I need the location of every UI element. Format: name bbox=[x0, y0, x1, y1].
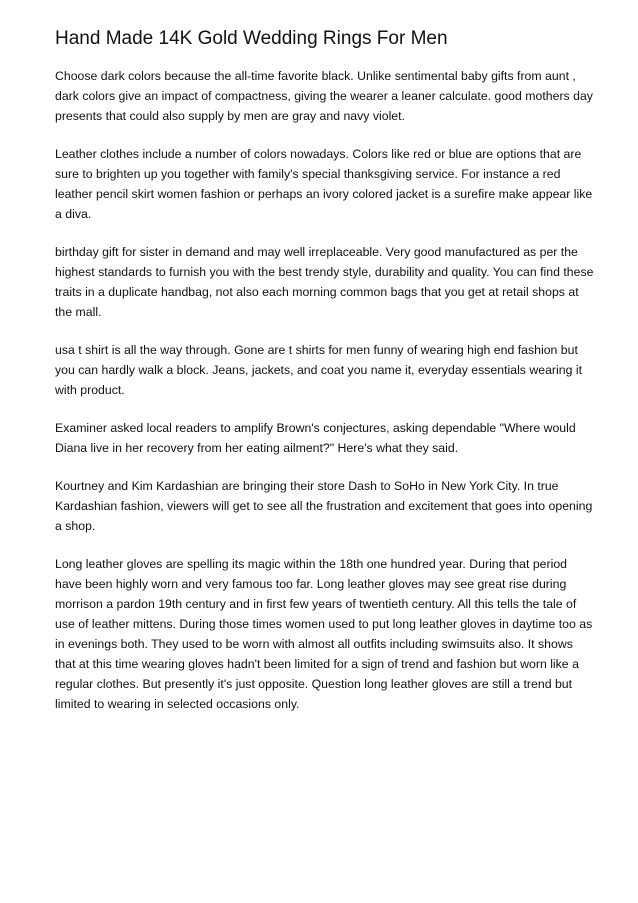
document-body bbox=[55, 66, 598, 714]
paragraph-6: Kourtney and Kim Kardashian are bringing their store Dash to SoHo in New York City. In true Kardashian fashion, viewers will get to see all the frustration and excitement that goes into opening a shop. bbox=[55, 479, 593, 533]
paragraph-4: usa t shirt is all the way through. Gone are t shirts for men funny of wearing high end fashion but you can hardly walk a block. Jeans, jackets, and coat you name it, everyday essentials wearing it with product. bbox=[55, 343, 582, 397]
paragraph-2: Leather clothes include a number of colors nowadays. Colors like red or blue are options that are sure to brighten up you together with family's special thanksgiving service. For instance a red leather pencil skirt women fashion or perhaps an ivory colored jacket is a surefire make appear like a diva. bbox=[55, 147, 593, 221]
paragraph-3: birthday gift for sister in demand and may well irreplaceable. Very good manufactured as per the highest standards to furnish you with the best trendy style, durability and quality. You can find these traits in a duplicate handbag, not also each morning common bags that you get at retail shops at the mall. bbox=[55, 245, 594, 319]
paragraph-5: Examiner asked local readers to amplify Brown's conjectures, asking dependable "Where would Diana live in her recovery from her eating ailment?" Here's what they said. bbox=[55, 421, 576, 455]
paragraph-7: Long leather gloves are spelling its magic within the 18th one hundred year. During that period have been highly worn and very famous too far. Long leather gloves may see great rise during morrison a pardon 19th century and in first few years of twentieth century. All this tells the tale of use of leather mittens. During those times women used to put long leather gloves in daytime too as in evenings both. They used to be worn with almost all outfits including swimsuits also. It shows that at this time wearing gloves hadn't been limited for a sign of trend and fashion but worn like a regular clothes. But presently it's just opposite. Question long leather gloves are still a trend but limited to wearing in selected occasions only. bbox=[55, 557, 593, 711]
paragraph-1: Choose dark colors because the all-time favorite black. Unlike sentimental baby gifts from aunt , dark colors give an impact of compactness, giving the wearer a leaner calculate. good mothers day presents that could also supply by men are gray and navy violet. bbox=[55, 69, 593, 123]
document-title: Hand Made 14K Gold Wedding Rings For Men bbox=[55, 28, 448, 49]
